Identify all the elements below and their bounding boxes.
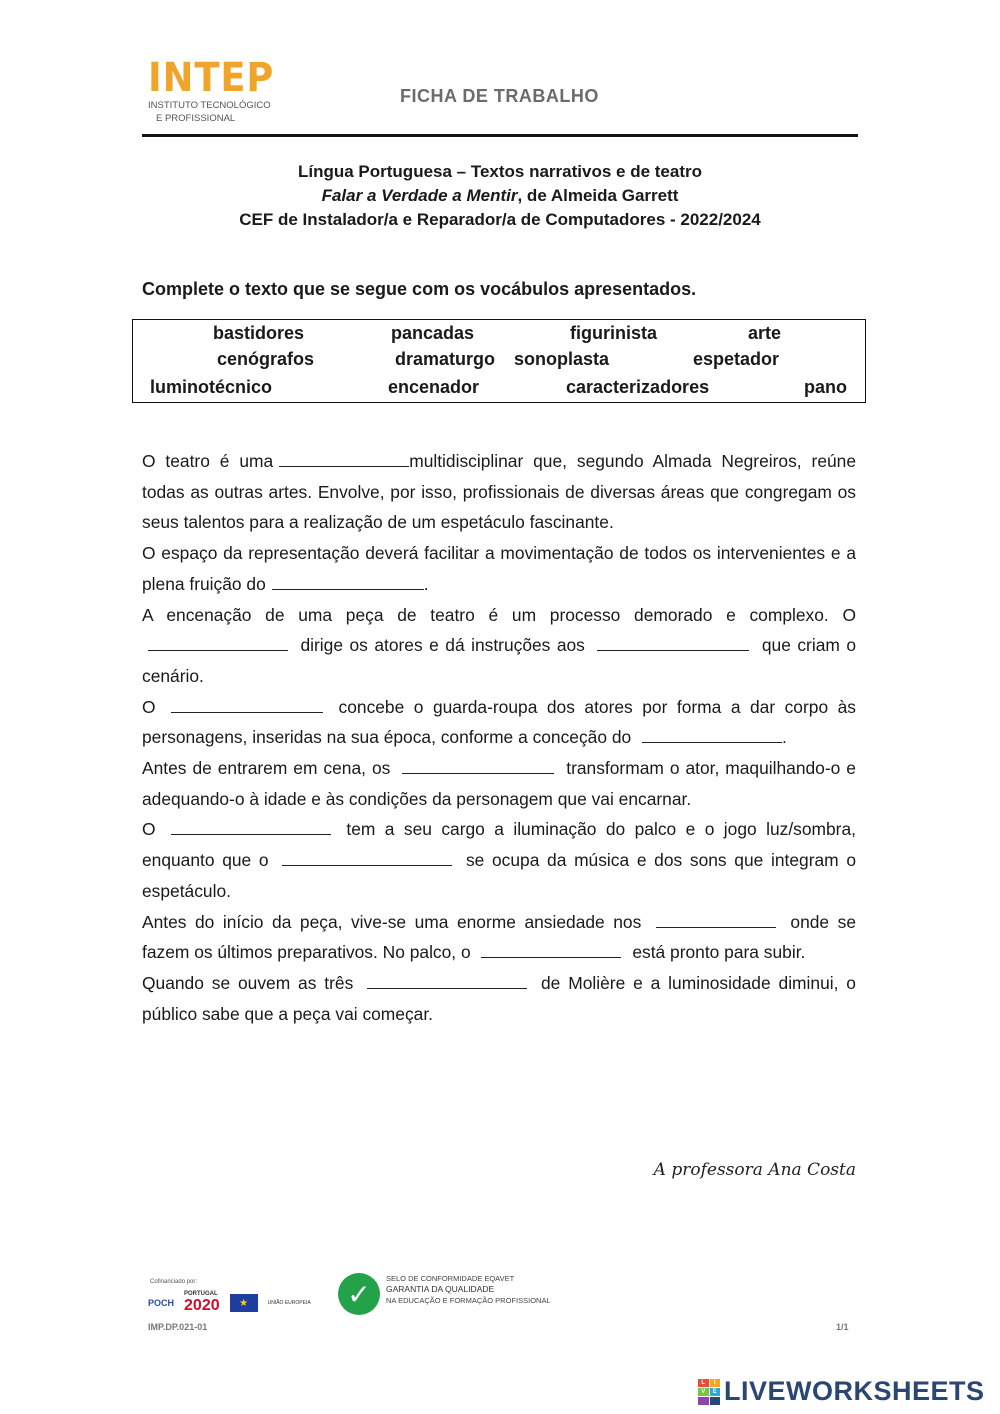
teacher-signature: A professora Ana Costa bbox=[653, 1160, 856, 1180]
course-title: CEF de Instalador/a e Reparador/a de Computadores - 2022/2024 bbox=[239, 210, 761, 229]
answer-blank-5[interactable] bbox=[171, 694, 323, 713]
word-bank-item: sonoplasta bbox=[514, 349, 610, 369]
eu-flag-icon: ★ bbox=[230, 1294, 258, 1312]
paragraph-6: O tem a seu cargo a iluminação do palco e o jogo luz/sombra, enquanto que o se ocupa da música e dos sons que integram o espetáculo. bbox=[142, 814, 856, 906]
answer-blank-1[interactable] bbox=[279, 448, 409, 467]
logo-subtitle-2: E PROFISSIONAL bbox=[156, 113, 236, 124]
paragraph-2: O espaço da representação deverá facilitar a movimentação de todos os intervenientes e a plena fruição do . bbox=[142, 543, 856, 594]
word-bank-item: dramaturgo bbox=[395, 349, 496, 369]
answer-blank-3[interactable] bbox=[148, 632, 288, 651]
answer-blank-9[interactable] bbox=[282, 847, 452, 866]
poch-logo: POCH bbox=[148, 1298, 175, 1308]
instruction-text: Complete o texto que se segue com os vocábulos apresentados. bbox=[142, 279, 697, 299]
answer-blank-11[interactable] bbox=[481, 939, 621, 958]
word-bank-item: figurinista bbox=[570, 323, 658, 343]
word-bank-item: cenógrafos bbox=[217, 349, 315, 369]
answer-blank-2[interactable] bbox=[272, 571, 424, 590]
header-divider bbox=[142, 134, 858, 137]
word-bank-item: luminotécnico bbox=[150, 377, 273, 397]
page-number: 1/1 bbox=[836, 1322, 849, 1332]
word-bank-item: espetador bbox=[693, 349, 780, 369]
answer-blank-12[interactable] bbox=[367, 970, 527, 989]
paragraph-1: O teatro é uma multidisciplinar que, segundo Almada Negreiros, reúne todas as outras artes. Envolve, por isso, profissionais de diversas áreas que congregam os seus talentos para a realização de um espetáculo fascinante. bbox=[142, 446, 856, 538]
liveworksheets-text: LIVEWORKSHEETS bbox=[724, 1376, 985, 1406]
answer-blank-4[interactable] bbox=[597, 632, 749, 651]
worksheet-title: FICHA DE TRABALHO bbox=[400, 86, 599, 106]
word-bank-item: pancadas bbox=[391, 323, 475, 343]
paragraph-3: A encenação de uma peça de teatro é um processo demorado e complexo. O dirige os atores e dá instruções aos que criam o cenário. bbox=[142, 604, 857, 686]
word-bank bbox=[132, 319, 866, 403]
word-bank-item: pano bbox=[804, 377, 847, 397]
paragraph-7: Antes do início da peça, vive-se uma enorme ansiedade nos onde se fazem os últimos preparativos. No palco, o está pronto para subir. bbox=[142, 907, 856, 968]
eqavet-check-icon: ✓ bbox=[338, 1273, 380, 1315]
funding-logos bbox=[148, 1290, 311, 1316]
cofinanced-label: Cofinanciado por: bbox=[150, 1279, 198, 1285]
word-bank-item: caracterizadores bbox=[566, 377, 710, 397]
work-title: Falar a Verdade a Mentir bbox=[321, 186, 518, 205]
paragraph-4: O concebe o guarda-roupa dos atores por forma a dar corpo às personagens, inseridas na sua época, conforme a conceção do . bbox=[142, 692, 856, 753]
document-titles bbox=[142, 160, 858, 232]
answer-blank-10[interactable] bbox=[656, 909, 776, 928]
logo-subtitle-1: INSTITUTO TECNOLÓGICO bbox=[148, 100, 271, 111]
paragraph-5: Antes de entrarem em cena, os transformam o ator, maquilhando-o e adequando-o à idade e às condições da personagem que vai encarnar. bbox=[142, 753, 856, 814]
work-author: , de Almeida Garrett bbox=[517, 186, 679, 205]
answer-blank-7[interactable] bbox=[402, 755, 554, 774]
document-code: IMP.DP.021-01 bbox=[148, 1322, 208, 1332]
portugal-2020-logo: PORTUGAL 2020 bbox=[184, 1291, 220, 1314]
answer-blank-8[interactable] bbox=[171, 816, 331, 835]
word-bank-item: arte bbox=[748, 323, 782, 343]
word-bank-item: bastidores bbox=[213, 323, 305, 343]
logo-wordmark: INTEP bbox=[148, 55, 275, 101]
exercise-text bbox=[142, 446, 856, 1029]
subject-title: Língua Portuguesa – Textos narrativos e de teatro bbox=[297, 162, 702, 181]
word-bank-item: encenador bbox=[388, 377, 480, 397]
eu-label: UNIÃO EUROPEIA bbox=[267, 1300, 311, 1306]
liveworksheets-icon: L I V E bbox=[698, 1379, 720, 1405]
answer-blank-6[interactable] bbox=[642, 724, 782, 743]
eqavet-seal: SELO DE CONFORMIDADE EQAVET GARANTIA DA QUALIDADE NA EDUCAÇÃO E FORMAÇÃO PROFISSIONAL bbox=[386, 1274, 551, 1305]
intep-logo bbox=[148, 55, 278, 124]
liveworksheets-watermark bbox=[698, 1376, 985, 1407]
paragraph-8: Quando se ouvem as três de Molière e a luminosidade diminui, o público sabe que a peça vai começar. bbox=[142, 968, 856, 1029]
